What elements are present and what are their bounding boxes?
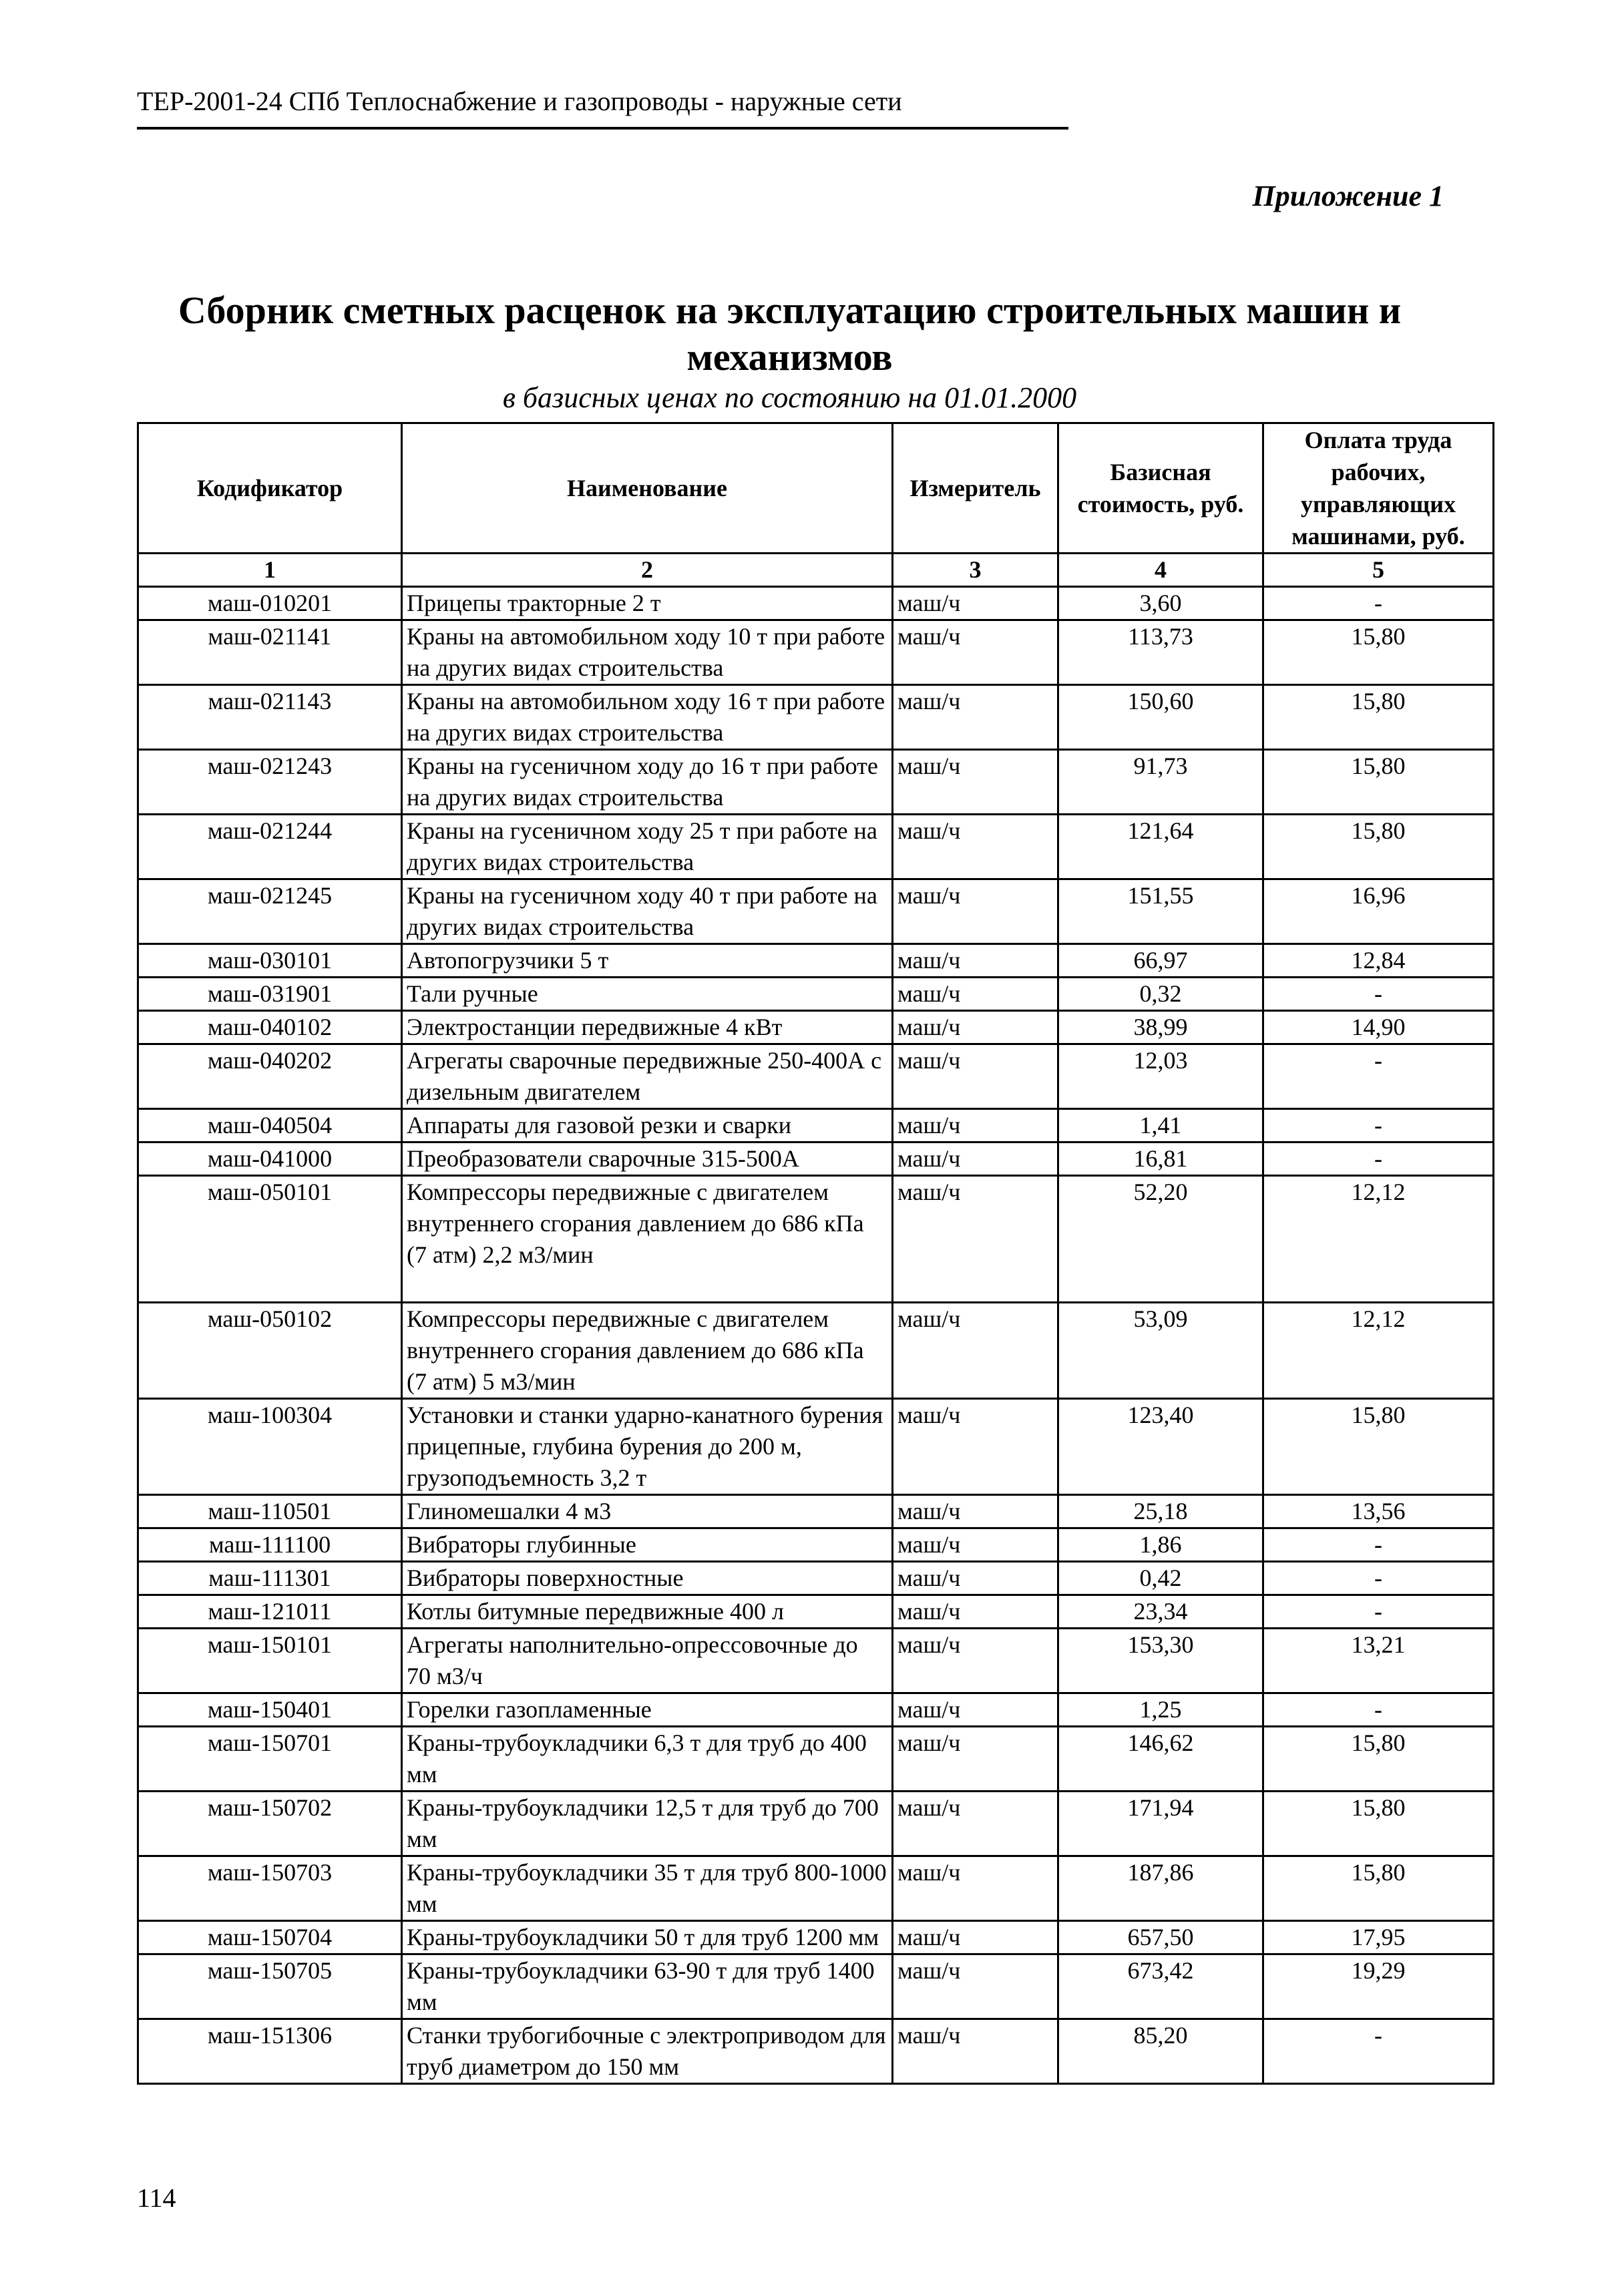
row-unit: маш/ч bbox=[893, 1176, 1058, 1303]
row-name: Краны на автомобильном ходу 10 т при работе на других видах строительства bbox=[402, 620, 893, 685]
row-pay: 15,80 bbox=[1263, 750, 1494, 815]
row-name: Компрессоры передвижные с двигателем внутреннего сгорания давлением до 686 кПа (7 атм) 5 м3/мин bbox=[402, 1303, 893, 1399]
row-pay: - bbox=[1263, 2019, 1494, 2084]
row-pay: 15,80 bbox=[1263, 685, 1494, 750]
row-cost: 38,99 bbox=[1058, 1011, 1263, 1044]
row-code: маш-040102 bbox=[138, 1011, 402, 1044]
row-code: маш-040202 bbox=[138, 1044, 402, 1109]
row-name: Преобразователи сварочные 315-500А bbox=[402, 1142, 893, 1176]
row-pay: 15,80 bbox=[1263, 1399, 1494, 1495]
row-code: маш-021143 bbox=[138, 685, 402, 750]
row-cost: 53,09 bbox=[1058, 1303, 1263, 1399]
column-number: 2 bbox=[402, 554, 893, 587]
row-name: Агрегаты наполнительно-опрессовочные до 70 м3/ч bbox=[402, 1629, 893, 1693]
row-cost: 123,40 bbox=[1058, 1399, 1263, 1495]
row-name: Тали ручные bbox=[402, 978, 893, 1011]
row-pay: 13,56 bbox=[1263, 1495, 1494, 1528]
row-name: Краны-трубоукладчики 50 т для труб 1200 мм bbox=[402, 1921, 893, 1954]
row-cost: 121,64 bbox=[1058, 815, 1263, 879]
row-code: маш-040504 bbox=[138, 1109, 402, 1142]
table-row bbox=[138, 1142, 1494, 1176]
row-name: Аппараты для газовой резки и сварки bbox=[402, 1109, 893, 1142]
row-unit: маш/ч bbox=[893, 750, 1058, 815]
row-pay: 14,90 bbox=[1263, 1011, 1494, 1044]
table-row bbox=[138, 1954, 1494, 2019]
header-unit: Измеритель bbox=[893, 423, 1058, 554]
row-code: маш-151306 bbox=[138, 2019, 402, 2084]
row-code: маш-021244 bbox=[138, 815, 402, 879]
row-unit: маш/ч bbox=[893, 1495, 1058, 1528]
row-cost: 151,55 bbox=[1058, 879, 1263, 944]
table-row bbox=[138, 1399, 1494, 1495]
row-pay: - bbox=[1263, 978, 1494, 1011]
row-unit: маш/ч bbox=[893, 1693, 1058, 1727]
row-code: маш-100304 bbox=[138, 1399, 402, 1495]
table-row bbox=[138, 1727, 1494, 1792]
header-code: Кодификатор bbox=[138, 423, 402, 554]
row-code: маш-121011 bbox=[138, 1595, 402, 1629]
document-subtitle: в базисных ценах по состоянию на 01.01.2000 bbox=[502, 381, 1077, 414]
row-name: Краны на гусеничном ходу до 16 т при работе на других видах строительства bbox=[402, 750, 893, 815]
table-row bbox=[138, 620, 1494, 685]
row-unit: маш/ч bbox=[893, 1856, 1058, 1921]
row-unit: маш/ч bbox=[893, 685, 1058, 750]
row-cost: 1,41 bbox=[1058, 1109, 1263, 1142]
row-unit: маш/ч bbox=[893, 1303, 1058, 1399]
row-pay: 15,80 bbox=[1263, 1792, 1494, 1856]
table-row bbox=[138, 685, 1494, 750]
row-name: Краны на гусеничном ходу 25 т при работе на других видах строительства bbox=[402, 815, 893, 879]
row-name: Электростанции передвижные 4 кВт bbox=[402, 1011, 893, 1044]
row-cost: 23,34 bbox=[1058, 1595, 1263, 1629]
row-name: Краны на автомобильном ходу 16 т при работе на других видах строительства bbox=[402, 685, 893, 750]
row-name: Станки трубогибочные с электроприводом для труб диаметром до 150 мм bbox=[402, 2019, 893, 2084]
row-code: маш-150704 bbox=[138, 1921, 402, 1954]
row-pay: 15,80 bbox=[1263, 815, 1494, 879]
row-unit: маш/ч bbox=[893, 1011, 1058, 1044]
row-cost: 25,18 bbox=[1058, 1495, 1263, 1528]
row-pay: 16,96 bbox=[1263, 879, 1494, 944]
header-pay: Оплата труда рабочих, управляющих машинами, руб. bbox=[1263, 423, 1494, 554]
row-code: маш-010201 bbox=[138, 587, 402, 620]
row-unit: маш/ч bbox=[893, 1727, 1058, 1792]
row-cost: 52,20 bbox=[1058, 1176, 1263, 1303]
row-code: маш-150703 bbox=[138, 1856, 402, 1921]
row-pay: - bbox=[1263, 1693, 1494, 1727]
table-row bbox=[138, 1693, 1494, 1727]
row-unit: маш/ч bbox=[893, 1792, 1058, 1856]
row-code: маш-031901 bbox=[138, 978, 402, 1011]
row-code: маш-150702 bbox=[138, 1792, 402, 1856]
table-row bbox=[138, 1176, 1494, 1303]
header-cost: Базисная стоимость, руб. bbox=[1058, 423, 1263, 554]
row-name: Установки и станки ударно-канатного бурения прицепные, глубина бурения до 200 м, грузоподъемность 3,2 т bbox=[402, 1399, 893, 1495]
table-row bbox=[138, 750, 1494, 815]
row-name: Агрегаты сварочные передвижные 250-400А с дизельным двигателем bbox=[402, 1044, 893, 1109]
row-cost: 1,25 bbox=[1058, 1693, 1263, 1727]
row-unit: маш/ч bbox=[893, 2019, 1058, 2084]
row-cost: 150,60 bbox=[1058, 685, 1263, 750]
table-row bbox=[138, 879, 1494, 944]
table-row bbox=[138, 587, 1494, 620]
row-code: маш-041000 bbox=[138, 1142, 402, 1176]
table-row bbox=[138, 1011, 1494, 1044]
row-unit: маш/ч bbox=[893, 1954, 1058, 2019]
table-row bbox=[138, 1528, 1494, 1562]
row-pay: - bbox=[1263, 1562, 1494, 1595]
row-pay: - bbox=[1263, 1109, 1494, 1142]
rates-table bbox=[137, 422, 1494, 2085]
table-row bbox=[138, 1562, 1494, 1595]
row-unit: маш/ч bbox=[893, 1595, 1058, 1629]
row-pay: - bbox=[1263, 1142, 1494, 1176]
row-cost: 657,50 bbox=[1058, 1921, 1263, 1954]
column-number: 5 bbox=[1263, 554, 1494, 587]
row-pay: 12,12 bbox=[1263, 1176, 1494, 1303]
row-unit: маш/ч bbox=[893, 620, 1058, 685]
row-code: маш-111100 bbox=[138, 1528, 402, 1562]
row-cost: 673,42 bbox=[1058, 1954, 1263, 2019]
row-unit: маш/ч bbox=[893, 1921, 1058, 1954]
row-unit: маш/ч bbox=[893, 1142, 1058, 1176]
row-name: Краны-трубоукладчики 63-90 т для труб 1400 мм bbox=[402, 1954, 893, 2019]
table-row bbox=[138, 815, 1494, 879]
row-unit: маш/ч bbox=[893, 1044, 1058, 1109]
row-name: Краны-трубоукладчики 35 т для труб 800-1000 мм bbox=[402, 1856, 893, 1921]
row-code: маш-021141 bbox=[138, 620, 402, 685]
row-pay: 15,80 bbox=[1263, 620, 1494, 685]
row-pay: - bbox=[1263, 1595, 1494, 1629]
table-row bbox=[138, 1044, 1494, 1109]
row-unit: маш/ч bbox=[893, 944, 1058, 978]
row-name: Прицепы тракторные 2 т bbox=[402, 587, 893, 620]
column-number: 3 bbox=[893, 554, 1058, 587]
row-code: маш-111301 bbox=[138, 1562, 402, 1595]
row-cost: 1,86 bbox=[1058, 1528, 1263, 1562]
row-unit: маш/ч bbox=[893, 879, 1058, 944]
table-row bbox=[138, 1109, 1494, 1142]
row-cost: 113,73 bbox=[1058, 620, 1263, 685]
row-code: маш-150701 bbox=[138, 1727, 402, 1792]
row-code: маш-050102 bbox=[138, 1303, 402, 1399]
row-name: Горелки газопламенные bbox=[402, 1693, 893, 1727]
row-name: Вибраторы поверхностные bbox=[402, 1562, 893, 1595]
row-pay: 13,21 bbox=[1263, 1629, 1494, 1693]
row-cost: 85,20 bbox=[1058, 2019, 1263, 2084]
row-name: Котлы битумные передвижные 400 л bbox=[402, 1595, 893, 1629]
row-cost: 146,62 bbox=[1058, 1727, 1263, 1792]
row-pay: 19,29 bbox=[1263, 1954, 1494, 2019]
row-code: маш-110501 bbox=[138, 1495, 402, 1528]
row-code: маш-050101 bbox=[138, 1176, 402, 1303]
table-row bbox=[138, 1303, 1494, 1399]
table-header-row bbox=[138, 423, 1494, 554]
document-title: Сборник сметных расценок на эксплуатацию строительных машин и механизмов bbox=[178, 288, 1402, 379]
row-cost: 0,32 bbox=[1058, 978, 1263, 1011]
table-row bbox=[138, 978, 1494, 1011]
row-unit: маш/ч bbox=[893, 815, 1058, 879]
running-header: ТЕР-2001-24 СПб Теплоснабжение и газопроводы - наружные сети bbox=[137, 85, 1068, 130]
row-pay: 17,95 bbox=[1263, 1921, 1494, 1954]
table-row bbox=[138, 1629, 1494, 1693]
row-unit: маш/ч bbox=[893, 1629, 1058, 1693]
row-pay: 15,80 bbox=[1263, 1856, 1494, 1921]
row-code: маш-030101 bbox=[138, 944, 402, 978]
row-unit: маш/ч bbox=[893, 1562, 1058, 1595]
row-unit: маш/ч bbox=[893, 587, 1058, 620]
row-unit: маш/ч bbox=[893, 1109, 1058, 1142]
table-row bbox=[138, 1792, 1494, 1856]
row-pay: 15,80 bbox=[1263, 1727, 1494, 1792]
row-unit: маш/ч bbox=[893, 1528, 1058, 1562]
row-name: Краны на гусеничном ходу 40 т при работе на других видах строительства bbox=[402, 879, 893, 944]
row-code: маш-021243 bbox=[138, 750, 402, 815]
row-unit: маш/ч bbox=[893, 978, 1058, 1011]
header-name: Наименование bbox=[402, 423, 893, 554]
row-pay: - bbox=[1263, 587, 1494, 620]
row-cost: 16,81 bbox=[1058, 1142, 1263, 1176]
column-number-row bbox=[138, 554, 1494, 587]
table-row bbox=[138, 1595, 1494, 1629]
row-name: Компрессоры передвижные с двигателем внутреннего сгорания давлением до 686 кПа (7 атм) 2,2 м3/мин bbox=[402, 1176, 893, 1303]
row-code: маш-150705 bbox=[138, 1954, 402, 2019]
row-pay: - bbox=[1263, 1044, 1494, 1109]
row-name: Краны-трубоукладчики 6,3 т для труб до 400 мм bbox=[402, 1727, 893, 1792]
row-code: маш-150101 bbox=[138, 1629, 402, 1693]
column-number: 4 bbox=[1058, 554, 1263, 587]
row-name: Автопогрузчики 5 т bbox=[402, 944, 893, 978]
row-name: Глиномешалки 4 м3 bbox=[402, 1495, 893, 1528]
appendix-label: Приложение 1 bbox=[1252, 180, 1444, 212]
page-number: 114 bbox=[137, 2183, 176, 2213]
table-row bbox=[138, 1495, 1494, 1528]
row-code: маш-150401 bbox=[138, 1693, 402, 1727]
row-cost: 0,42 bbox=[1058, 1562, 1263, 1595]
row-cost: 91,73 bbox=[1058, 750, 1263, 815]
row-cost: 153,30 bbox=[1058, 1629, 1263, 1693]
table-row bbox=[138, 944, 1494, 978]
row-cost: 66,97 bbox=[1058, 944, 1263, 978]
row-cost: 171,94 bbox=[1058, 1792, 1263, 1856]
row-unit: маш/ч bbox=[893, 1399, 1058, 1495]
row-name: Краны-трубоукладчики 12,5 т для труб до 700 мм bbox=[402, 1792, 893, 1856]
column-number: 1 bbox=[138, 554, 402, 587]
table-row bbox=[138, 1921, 1494, 1954]
row-cost: 187,86 bbox=[1058, 1856, 1263, 1921]
row-pay: 12,84 bbox=[1263, 944, 1494, 978]
row-pay: - bbox=[1263, 1528, 1494, 1562]
row-name: Вибраторы глубинные bbox=[402, 1528, 893, 1562]
table-row bbox=[138, 1856, 1494, 1921]
row-cost: 12,03 bbox=[1058, 1044, 1263, 1109]
row-pay: 12,12 bbox=[1263, 1303, 1494, 1399]
row-code: маш-021245 bbox=[138, 879, 402, 944]
table-row bbox=[138, 2019, 1494, 2084]
row-cost: 3,60 bbox=[1058, 587, 1263, 620]
